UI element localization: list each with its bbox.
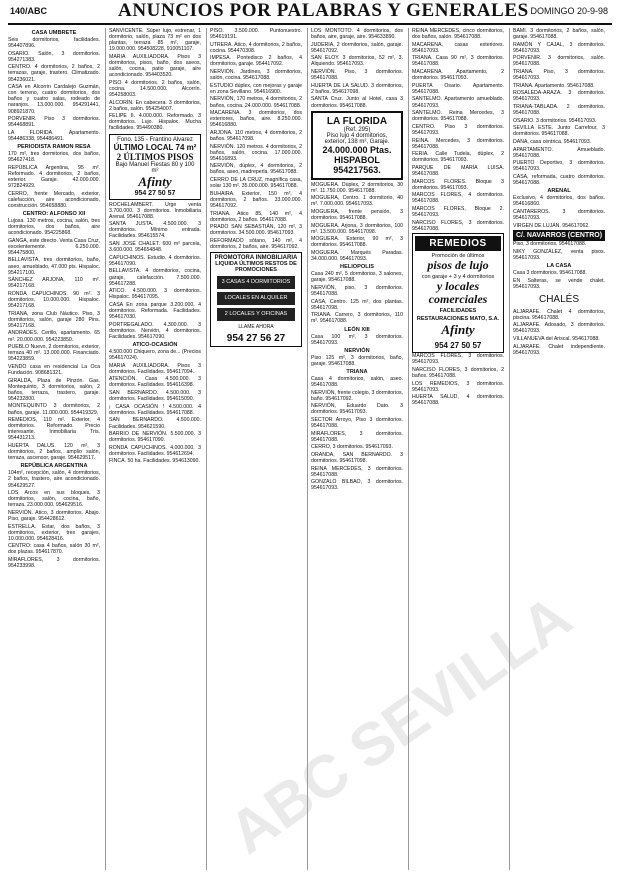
classified-ad: MACARENA. Apartamento, 2 dormitorios. 954617093. [412, 69, 504, 82]
classified-ad: TRIANA. Atico 85, 140 m², 4 dormitorios, 2 baños. 954617088. [210, 210, 302, 223]
ad-heading: LEÓN XIII [344, 326, 370, 333]
classified-ad: ALJARAFE. Chalet 4 dormitorios, piscina. 954617088. [513, 308, 605, 321]
classified-ad: TRIANA. Apartamento. 954617088. [513, 82, 595, 89]
classified-ad: MARCOS FLORES. Bloque 3 dormitorios. 954617093. [412, 178, 504, 191]
classified-ad: TRIANA. Carrero, 3 dormitorios, 110 m². 954617088. [311, 312, 403, 325]
column-5 [412, 28, 504, 870]
classified-ad: TRIANA. Casa 90 m², 3 dormitorios. 954617088. [412, 55, 504, 68]
column-1 [8, 28, 100, 870]
classified-ad: PARQUE DE MARÍA LUISA. 954617088. [412, 164, 504, 177]
ad-heading: ARENAL [547, 188, 571, 195]
promo-title: PROMOTORA INMOBILIARIA [214, 254, 298, 261]
classified-ad: SANTA JUSTA. 4.500.000. 3 dormitorios. Mínimo entrada. Facilidades. 954615574. [109, 221, 201, 240]
afinty-logo: Afinty [441, 322, 475, 338]
classified-ad: SAN BERNARDO. 4.500.000. 3 dormitorios. Facilidades. 954615090. [109, 390, 201, 403]
classified-ad: MARCOS FLORES, 4 dormitorios. 954617088. [412, 192, 504, 205]
classified-ad: BAMI. 3 dormitorios, 2 baños, salón, garaje. 954617088. [513, 28, 605, 41]
classified-ad: NERVIÓN. Piso, 3 dormitorios. 954617088. [311, 69, 403, 82]
classified-ad: BELLAVISTA. 4 dormitorios, cocina, garaje, calefacción. 7.500.000. 954617288. [109, 268, 201, 287]
page-header [0, 0, 620, 24]
classified-ad: TRIANA, zona Club Náutico. Piso, 3 dormitorios, salón, garaje 280 Pins. 954217168. [8, 310, 100, 329]
classified-ad: GIRALDA, Plaza de Pinzón. Gas. Montequinto, 3 dormitorios, salón, 2 baños, terraza, trastero, garaje. 954232800. [8, 377, 100, 402]
inverted-heading: C/. NAVARROS (CENTRO) [513, 230, 605, 241]
classified-ad: MACARENA, casas exteriores. 954617093. [412, 41, 504, 54]
classified-ad: SECTOR Arroyo, Piso 3 dormitorios. 954617088. [311, 416, 403, 430]
classified-ad: PUERTO Deportivo, 3 dormitorios. 954617093. [513, 160, 605, 173]
classified-ad: PORVENIR. 3 dormitorios, salón. 954617088. [513, 55, 605, 68]
classified-ad: 170 m², tres dormitorios, dos baños, 954627418. [8, 151, 100, 164]
classified-ad: MONTEQUINTO 3 dormitorios, 2 baños, garaje. 11.000.000. 954419329. [8, 403, 100, 416]
display-ad-remedios [412, 233, 504, 353]
promo-cta: LLAME AHORA [238, 323, 274, 330]
classified-ad: NERVIÓN, Eduardo Dato. 3 dormitorios. 954617093. [311, 403, 403, 416]
classified-ad: Seis dormitorios, facilidades. 954407896. [8, 37, 100, 50]
classified-ad: NERVIÓN. Jardines, 3 dormitorios, salón, cocina. 954617088. [210, 69, 302, 82]
classified-ad: LA FLORIDA. Apartamento. 954486338, 954486491. [8, 129, 100, 142]
classified-ad: HUERTA DALUS. 120 m², 3 dormitorios, 2 baños, amplio salón, terraza, ascensor, garaje. 954629517. [8, 443, 100, 462]
classified-ad: MOGUERA. Arjona, 3 dormitorios, 100 m². 13.500.000. 954617098. [311, 222, 403, 235]
classified-ad: ALJARAFE. Adosado, 3 dormitorios. 954617093. [513, 322, 605, 335]
rem-detail: con garaje + 3 y 4 dormitorios [421, 274, 495, 281]
classified-ad: MARIA AUXILIADORA. Pisos 3 dormitorios. Facilidades. 954617094. [109, 362, 201, 375]
classified-ad: CERRO, 3 dormitorios. 954617093. [311, 444, 393, 451]
lf-desc: Piso lujo 4 dormitorios, exterior, 138 m², Garaje. [324, 132, 390, 145]
classified-ad: CASA En zona parque 3.200.000. 4 dormitorios. Reformada. Facilidades. 954617030. [109, 301, 201, 321]
classified-ad: SEVILLA ESTE. Junto Carrefour, 3 dormitorios. 954617088. [513, 125, 605, 138]
classified-ad: REPÚBLICA Argentina, 95 m². Reformado. 4 dormitorios, 2 baños, exterior. Garaje. 42.000.000. 972824929. [8, 164, 100, 189]
classified-ad: CASA, reformada, cuatro dormitorios. 954617088. [513, 173, 605, 187]
rem-headline-2: y locales comerciales [428, 279, 488, 307]
classified-ad: VIRGEN DE LUJÁN. 954617062. [513, 222, 590, 229]
classified-ad: CANTAREROS. 3 dormitorios. 954617093. [513, 208, 605, 221]
ad-heading: REPÚBLICA ARGENTINA [20, 463, 88, 470]
classified-ad: NARCISO FLORES, 3 dormitorios. 954617088. [412, 219, 504, 232]
classified-ad: ALJARAFE. Chalet independiente. 954617093. [513, 343, 605, 356]
classified-ad: HUERTA SALUD, 4 dormitorios. 954617088. [412, 394, 504, 407]
column-rule [105, 28, 106, 870]
rem-facilities: FACILIDADES [439, 308, 477, 315]
classified-ad: MOGUERA, Centro. 1 dormitorio, 40 m². 7.000.000. 954617093. [311, 195, 403, 208]
classified-ad: GANGA, este directo. Venta Casa Cruz, excelentemente. 6.250.000. 954475800. [8, 237, 100, 256]
classified-ad: Lujosa. 130 metros, cocina, salón, tres dormitorios, dos baños, aire acondicionado. 954225868. [8, 217, 100, 237]
ad-heading: TRIANA [346, 368, 368, 375]
classified-ad: MOGUERA. Exterior, 90 m², 3 dormitorios. 954617088. [311, 236, 403, 249]
classified-ad: REINA MERCEDES, cinco dormitorios, dos baños, salón. 954617088. [412, 28, 504, 41]
classified-ad: Casa 100 m², 3 dormitorios. 954617093. [311, 333, 403, 346]
classified-ad: VILLANUEVA del Ariscal. 954617088. [513, 336, 600, 343]
classified-ad: MOGUERA. Marqués Paradas. 34.000.000. 954617093. [311, 250, 403, 263]
classified-ad: NERVIÓN, piso, 3 dormitorios. 954617088. [311, 284, 403, 298]
classified-ad: NERVIÓN. 120 metros. 4 dormitorios, 2 baños, salón, cocina. 17.000.000. 954616893. [210, 143, 302, 162]
classified-ad: BUHAIRA. Exterior, 150 m², 4 dormitorios, 2 baños. 33.000.000. 954617092. [210, 190, 302, 209]
classified-ad: MARCOS FLORES, Bloque 2. 954617093. [412, 205, 504, 219]
column-rule [408, 28, 409, 870]
classified-ad: CERRO, frente Mercado, exterior, calefacción, aire acondicionado, construcción. 954658880. [8, 190, 100, 209]
lf-ref: (Ref. 295) [343, 126, 371, 133]
classified-ad: OSARIO. 3 dormitorios. 954617093. [513, 117, 597, 124]
classified-ad: ORANDA, SAN BERNARDO. 3 dormitorios. 954617098. [311, 451, 403, 464]
classified-ad: SANVICENTE. Súper lujo, estrenar, 1 dormitorio, salón, plaza 73 m² en dos plantas, terraza 85 m², garaje, 19.000.000. 954508228, 910051107. [109, 28, 201, 53]
promo-offer: 2 LOCALES Y OFICINAS [217, 308, 295, 321]
classified-ad: REMEDIOS, 110 m². Exterior, 4 dormitorios. Reformado. Precio interesante. Inmobiliaria Tris. 954431213. [8, 417, 100, 442]
classified-ad: SAN ELOY. 3 dormitorios, 52 m², 3. Alquiendo. 954617093. [311, 55, 403, 68]
classified-ad: ATENCIÓN. Casa 4.500.000. 3 dormitorios. Facilidades. 954616398. [109, 376, 201, 389]
rem-phone: 954 27 50 57 [434, 341, 482, 351]
classified-ad: Piso, 3 dormitorios. 954617088. [513, 241, 587, 248]
lf-phone: 954217563. [333, 164, 381, 175]
classified-ad: ATICO. 4.500.000. 3 dormitorios. Hispaloc. 954617095. [109, 288, 201, 301]
ad-heading: ATICO-OCASIÓN [132, 341, 178, 348]
classified-ad: VENDO casa en residencial La Oca Fundación. 908681321. [8, 363, 100, 376]
ad-heading: CENTRO: ALFONSO XII [22, 210, 86, 217]
classified-ad: SANTELMO. Reina Mercedes, 3 dormitorios. 954617088. [412, 110, 504, 123]
classified-ad: REFORMADO sótano, 140 m², 4 dormitorios, 2 baños, aire. 954617092. [210, 237, 302, 250]
classified-ad: PUERTA Osario. Apartamento. 954617088. [412, 82, 504, 95]
ad-heading: PERIODISTA RAMON RESA [17, 144, 91, 150]
promo-subtitle: LIQUIDA ÚLTIMOS RESTOS DE PROMOCIONES [215, 260, 297, 273]
archive-watermark: ABC SEVILLA [216, 582, 584, 867]
classified-ad: ANDRADES. Cerillo, apartamento. 65 m². 20.000.000. 954223850. [8, 330, 100, 343]
column-6 [513, 28, 605, 870]
ad-detail: Bajo Manuel Fiestas 80 y 100 m² [115, 161, 195, 174]
ad-subheadline: 2 ÚLTIMOS PISOS [116, 151, 194, 162]
classified-ad: MOGUERA. Dúplex, 2 dormitorios, 30 m². 11.750.000. 954617088. [311, 181, 403, 194]
classified-ad: REINA MERCEDES, 3 dormitorios. 954617088. [311, 465, 403, 478]
classified-ad: TRIANA. Piso, 3 dormitorios. 954617093. [513, 69, 605, 82]
column-2 [109, 28, 201, 870]
classified-ad: JUDERIA, 2 dormitorios, salón, garaje. 954617092. [311, 41, 403, 54]
rem-title: REMEDIOS [415, 236, 501, 251]
classified-ad: EN Salteras, se vende chalet. 954617093. [513, 277, 605, 290]
classified-ad: PORVENIR. Piso 3 dormitorios. 954468891. [8, 116, 100, 129]
classified-ad: LOS MONTOTO. 4 dormitorios, dos baños, aire, garaje, aire. 954633890. [311, 28, 403, 41]
classified-ad: Casa 3 dormitorios. 954617088. [513, 269, 587, 276]
classified-ad: NERVIÓN, frente colegio, 3 dormitorios, baño. 954617092. [311, 389, 403, 402]
classified-ad: APARTAMENTO. Amueblado. 954617088. [513, 146, 605, 159]
classified-ad: OSARIO. Salón, 3 dormitorios. 954271383. [8, 50, 100, 63]
ad-heading: LA CASA [546, 262, 572, 269]
section-heading-chales: CHALÉS [538, 293, 579, 305]
classified-ad: GONZALO BILBAO, 3 dormitorios. 954617093. [311, 479, 403, 492]
classified-ad: REINA. Mercedes, 3 dormitorios. 954617088. [412, 137, 504, 150]
classified-ad: CENTRO. 4 dormitorios, 2 baños, 2 terrazas, garaje, trastero. Climatizado. 954236021. [8, 64, 100, 83]
column-rule [509, 28, 510, 870]
classified-ad: FERIA. Calle Tudela, dúplex, 2 dormitorios. 954617093. [412, 151, 504, 164]
classified-ad: NERVIÓN. Atico, 3 dormitorios. Abajo. Piso, garaje. 954428612. [8, 509, 100, 522]
classified-ad: Casa 240 m², 5 dormitorios, 3 salones, garaje. 954617088. [311, 271, 403, 284]
classified-ad: SAN BERNARDO. 4.500.000. Facilidades. 954621590. [109, 417, 201, 430]
classified-ad: MIRAFLORES, 3 dormitorios. 954617088. [311, 430, 403, 443]
classified-ad: BARRIO DE NERVIÓN. 5.500.000. 3 dormitorios. 954617090. [109, 431, 201, 444]
ad-address: Fono. 135 - Frantino Alvarez [117, 136, 193, 143]
column-rule [206, 28, 207, 870]
ad-headline: ÚLTIMO LOCAL 74 m² [113, 142, 197, 152]
classified-ad: RONDA CAPUCHINOS. 4.000.000. 3 dormitorios. Facilidades. 954612694. [109, 444, 201, 457]
ad-phone: 954 27 50 57 [134, 189, 176, 197]
classified-ad: Exclusivo, 4 dormitorios, dos baños. 954616860. [513, 195, 605, 208]
classified-ad: MOGUERA, frente pensión, 3 dormitorios. 954617088. [311, 209, 403, 222]
classified-ad: ARJONA. 110 metros, 4 dormitorios, 2 baños. 954617098. [210, 129, 302, 142]
classified-ad: SÁNCHEZ ARJONA, 110 m². 954217168. [8, 277, 100, 290]
classified-ad: NERVIÓN, 170 metros, 4 dormitorios, 2 baños, cocina. 24.000.000. 954617088. [210, 96, 302, 109]
classified-ad: PUEBLO Nuevo, 2 dormitorios, exterior, terraza 40 m². 13.000.000. Financiado. 954223859. [8, 344, 100, 363]
classified-ad: Casa 4 dormitorios, salón, aseo. 954617088. [311, 375, 403, 388]
classified-ad: IMPESA. Pontedisco 2 baños, 4 dormitorios, garaje. 954417092. [210, 55, 302, 68]
rem-company: RESTAURACIONES MATO, S.A. [416, 316, 500, 323]
afinty-logo: Afinty [138, 173, 172, 189]
classified-ad: HUERTA DE LA SALUD. 3 dormitorios, 2 baños. 954617098. [311, 82, 403, 95]
classified-ad: LOS Arcos en sus bloques, 3 dormitorios, salón, cocina, baño, terraza. 23.000.000. 954629516. [8, 490, 100, 509]
classified-ad: MARIA AUXILIADORA. Pisos 3 dormitorios, pisos, baño, dos aseos, salón, cocina, patio garaje, aire acondicionado. 954403520. [109, 53, 201, 79]
classified-ad: PRADO SAN SEBASTIÁN, 120 m², 3 dormitorios. 34.500.000. 954617093. [210, 224, 302, 237]
classified-ad: SANTELMO. Apartamento amueblado. 954617093. [412, 96, 504, 109]
rem-headline: pisos de lujo [427, 258, 489, 273]
rem-subtitle: Promoción de últimos [431, 253, 485, 260]
classified-ad: 4.500.000 Chiquero, zona de... (Precios 954617024). [109, 348, 201, 362]
classified-ad: ROSALEDA-ARAZA. 3 dormitorios. 954617093. [513, 90, 605, 103]
classified-ad: CENTRO. Piso 3 dormitorios. 954617093. [412, 123, 504, 136]
column-rule [307, 28, 308, 870]
classified-ad: MARCOS FLORES, 3 dormitorios. 954617093. [412, 353, 504, 366]
promo-offer: LOCALES EN ALQUILER [217, 292, 295, 305]
section-title: ANUNCIOS POR PALABRAS Y GENERALES [118, 0, 529, 21]
classified-ad: FELIPE II. 4.000.000. Reformado. 3 dormitorios. Lujo. Hispaloc. Mucha facilidades. 954490380. [109, 113, 201, 132]
column-3 [210, 28, 302, 870]
classified-ad: 104m², recepción, salón, 4 dormitorios, 2 baños, trastero, aire acondicionado. 954629527. [8, 470, 100, 489]
ad-heading: NERVIÓN [344, 347, 370, 354]
classified-ad: PISO. 3.500.000. Puntonuestro. 954619191. [210, 28, 302, 41]
ad-heading: HELIOPOLIS [340, 264, 374, 271]
classified-ad: CERRO DE LA CRUZ, magnífica casa, solar 130 m². 35.000.000. 954617088. [210, 177, 302, 190]
classified-ad: ESTUDIO dúplex, con mejoras y garaje en zona Sevillano. 954616900. [210, 82, 302, 95]
classified-ad: CENTRO: casa 4 baños, salón 30 m², dos plazas. 954617870. [8, 543, 100, 556]
lf-price: 24.000.000 Ptas. [322, 144, 392, 155]
display-ad-afinty [109, 134, 201, 200]
classified-ad: CAPUCHINOS. Estudio. 4 dormitorios. 954617090. [109, 254, 201, 267]
classified-ad: ¡ CASA OCASIÓN ! 4.500.000. 4 dormitorios. Facilidades. 954617088. [109, 403, 201, 416]
classified-ad: RONDA CAPUCHINOS. 90 m². 3 dormitorios. 10.000.000. Hispaloc. 954217168. [8, 290, 100, 310]
promo-offer: 3 CASAS 4 DORMITORIOS [217, 276, 295, 289]
page-number: 140/ABC [10, 6, 48, 16]
classified-ad: FINCA. 50 ha. Facilidades. 954613090. [109, 458, 200, 465]
columns-container [8, 28, 612, 870]
classified-ad: PORTREGALADO. 4.300.000. 3 dormitorios. Nervión, 4 dormitorios. Facilidades. 954617090. [109, 321, 201, 340]
classified-ad: NIKY GONZÁLEZ, venta pisos. 954617093. [513, 248, 605, 261]
classified-ad: NARCISO FLORES, 3 dormitorios, 2 baños. 954617088. [412, 367, 504, 380]
classified-ad: CASA, Centro. 125 m², dos plantas. 954617098. [311, 298, 403, 311]
classified-ad: MACARENA. 3 dormitorios, dos exteriores, baños, aire. 8.250.000. 954616880. [210, 110, 302, 129]
classified-ad: LOS REMEDIOS, 3 dormitorios. 954617093. [412, 380, 504, 393]
ad-heading: CASA UMBRETE [31, 30, 77, 36]
classified-ad: SAN JOSÉ CHALET. 600 m² parcela, 3.600.000. 954654848. [109, 241, 201, 254]
classified-ad: UTRERA. Atico, 4 dormitorios, 2 baños, cocina. 954470308. [210, 41, 302, 54]
column-4 [311, 28, 403, 870]
classified-ad: DANA, casa céntrica. 954617093. [513, 139, 592, 145]
promo-phone: 954 27 56 27 [226, 332, 286, 344]
classified-ad: ESTRELLA. Estar, dos baños, 3 dormitorios, exterior, tres garajes, 10.000.000. 954628416. [8, 523, 100, 542]
display-ad-la-florida [311, 111, 403, 180]
issue-date: DOMINGO 20-9-98 [530, 6, 608, 16]
classified-ad: BELLAVISTA, tres dormitorios, baño, aseo, amueblado, 47.000 pts. Hispaloc. 954217100. [8, 257, 100, 276]
classified-ad: ROCHELAMBERT. Urge venta 3.700.000. 3 dormitorios. Inmobiliaria Arenal. 954617088. [109, 201, 201, 220]
classified-ad: TRIANA-TABLADA. 2 dormitorios. 954617088. [513, 104, 605, 117]
classified-ad: PISO 4 dormitorios. 2 baños, salón, cocina. 14.500.000. Alcorrín. 954258003. [109, 79, 201, 98]
classified-ad: Piso 125 m², 3 dormitorios, baño, garaje. 954617088. [311, 354, 403, 367]
classified-ad: ALCORÍN. En cabecera. 3 dormitorios, 2 baños, salón. 954254007. [109, 99, 201, 112]
header-rule [8, 23, 612, 25]
classified-ad: RAMÓN Y CAJAL, 3 dormitorios. 954617093. [513, 41, 605, 54]
classified-ad: MIRAFLORES, 3 dormitorios. 954233998. [8, 557, 100, 570]
classified-ad: SANTA Cruz. Junto al Hotel, casa 3 dormitorios. 954617088. [311, 96, 403, 109]
lf-agency: HISPABOL [334, 154, 380, 165]
classified-ad: NERVIÓN, dúplex, 4 dormitorios, 2 baños, aseo, madreperla. 954617088. [210, 163, 302, 176]
classified-ad: CASA en Alcorrin Cardalejo Guzmán, con terreno, cuatro dormitorios, dos baños y cuatro salas, rodeado de naranjos. 13.000.000. 954291441, 908921870. [8, 84, 100, 115]
display-ad-promotora [210, 252, 302, 347]
lf-title: LA FLORIDA [326, 115, 388, 127]
